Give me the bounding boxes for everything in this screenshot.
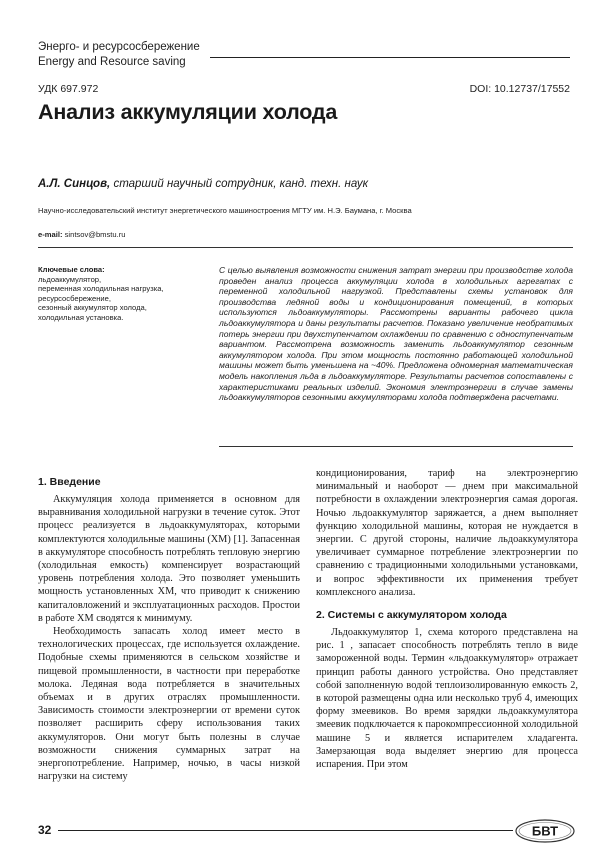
journal-name-en: Energy and Resource saving [38,56,186,68]
keyword-item: переменная холодильная нагрузка, [38,284,164,294]
abstract-rule [219,446,573,447]
author-contact [38,230,126,239]
paragraph: кондиционирования, тариф на электроэнергию минимальный и наоборот — днем при максимальной потребности в охлаждении электроэнергия самая дорогая. Ночью льдоаккумулятор заряжается, а днем выполняет функцию холодильной машины, которая не нуждается в энергии. С другой стороны, наличие льдоаккумулятора увеличивает суммарное потребление электроэнергии по сравнению с традиционными холодильными установками, и вопрос эффективности их применения требует комплексного анализа. [316,468,578,598]
keywords-title: Ключевые слова: [38,265,105,274]
abstract: С целью выявления возможности снижения затрат энергии при производстве холода проведен анализ процесса аккумуляции холода в холодильных агрегатах с переменной холодильной нагрузкой. Представлены схемы установок для производства ледяной воды и кондиционирования помещений, в которых используются льдоаккумуляторы. Рассмотрены варианты рабочего цикла льдоаккумулятора и даны результаты расчетов. Показано увеличение необратимых потерь энергии при двухступенчатом охлаждении по сравнению с одноступенчатым вариантом. Рассмотрена возможность заменить льдоаккумулятор сезонным аккумулятором холода. При этом мощность постоянно работающей холодильной машины может быть уменьшена на ~40%. Предложена одномерная математическая модель накопления льда в льдоаккумуляторе. Результаты расчетов сопоставлены с характеристиками реальных изделий. Экономия электроэнергии в случае замены льдоаккумуляторов сезонными аккумуляторами холода подтверждена расчетами. [219,265,573,403]
contact-rule [38,247,573,248]
publisher-logo-icon [515,819,575,843]
keyword-item: холодильная установка. [38,312,124,322]
section-heading-introduction: 1. Введение [38,476,101,488]
keyword-item: ресурсосбережение, [38,293,112,303]
author-position: старший научный сотрудник, канд. техн. наук [113,178,369,190]
section-heading-systems: 2. Системы с аккумулятором холода [316,609,507,622]
page-number: 32 [38,823,52,837]
paragraph: Аккумуляция холода применяется в основном для выравнивания холодильной нагрузки в течение суток. Этот процесс реализуется в льдоаккумуляторах, которыми комплектуются холодильные машины (ХМ) [1]. Запасенная в аккумуляторе способность потреблять тепловую энергию (холодильная емкость) компенсирует возрастающий уровень потребления холода. Это позволяет уменьшить мощность установленных ХМ, что приводит к снижению капиталовложений и эксплуатационных расходов. Простои в работе ХМ сводятся к минимуму. [38,494,300,624]
udc-code: УДК 697.972 [38,83,99,95]
svg-text:БВТ: БВТ [531,823,559,839]
keyword-item: льдоаккумулятор, [38,274,102,284]
email-label: e-mail: [38,230,63,239]
body-column-right [316,467,578,771]
keywords-block [38,265,210,323]
article-title: Анализ аккумуляции холода [38,100,338,124]
body-column-left [38,476,300,783]
journal-rule [210,57,570,58]
journal-name-ru: Энерго- и ресурсосбережение [38,41,200,53]
keyword-item: сезонный аккумулятор холода, [38,303,147,313]
journal-name [38,40,200,70]
paragraph: Льдоаккумулятор 1, схема которого представлена на рис. 1 , запасает способность потреблять тепло в виде замороженной воды. Термин «льдоаккумулятор» отражает принцип работы данного устройства. Оно представляет собой заполненную водой теплоизолированную емкость 2, в которой размещены одна или несколько труб 4, имеющих форму змеевиков. Во время зарядки льдоаккумулятора змеевик подключается к парокомпрессионной холодильной машине 5 и является испарителем хладагента. Замерзающая вода выделяет энергию для процесса испарения. При этом [316,627,578,771]
doi-link[interactable]: DOI: 10.12737/17552 [469,83,570,95]
paragraph: Необходимость запасать холод имеет место в технологических процессах, где используется охлаждение. Подобные схемы применяются в сельском хозяйстве и пищевой промышленности, в частности при переработке молока. Ледяная вода потребляется в значительных объемах и в других отраслях промышленности. Зависимость стоимости электроэнергии от времени суток позволяет расширить сферу использования таких аккумуляторов. Они могут быть полезны в случае возможности снижения суммарных затрат на энергопотребление. Например, ночью, в часы низкой нагрузки на систему [38,626,300,783]
author-affiliation: Научно-исследовательский институт энергетического машиностроения МГТУ им. Н.Э. Баумана, г. Москва [38,206,412,215]
author-line [38,178,368,190]
author-name: А.Л. Синцов, [38,178,111,190]
email-link[interactable]: sintsov@bmstu.ru [64,230,126,239]
footer-rule [58,830,513,831]
